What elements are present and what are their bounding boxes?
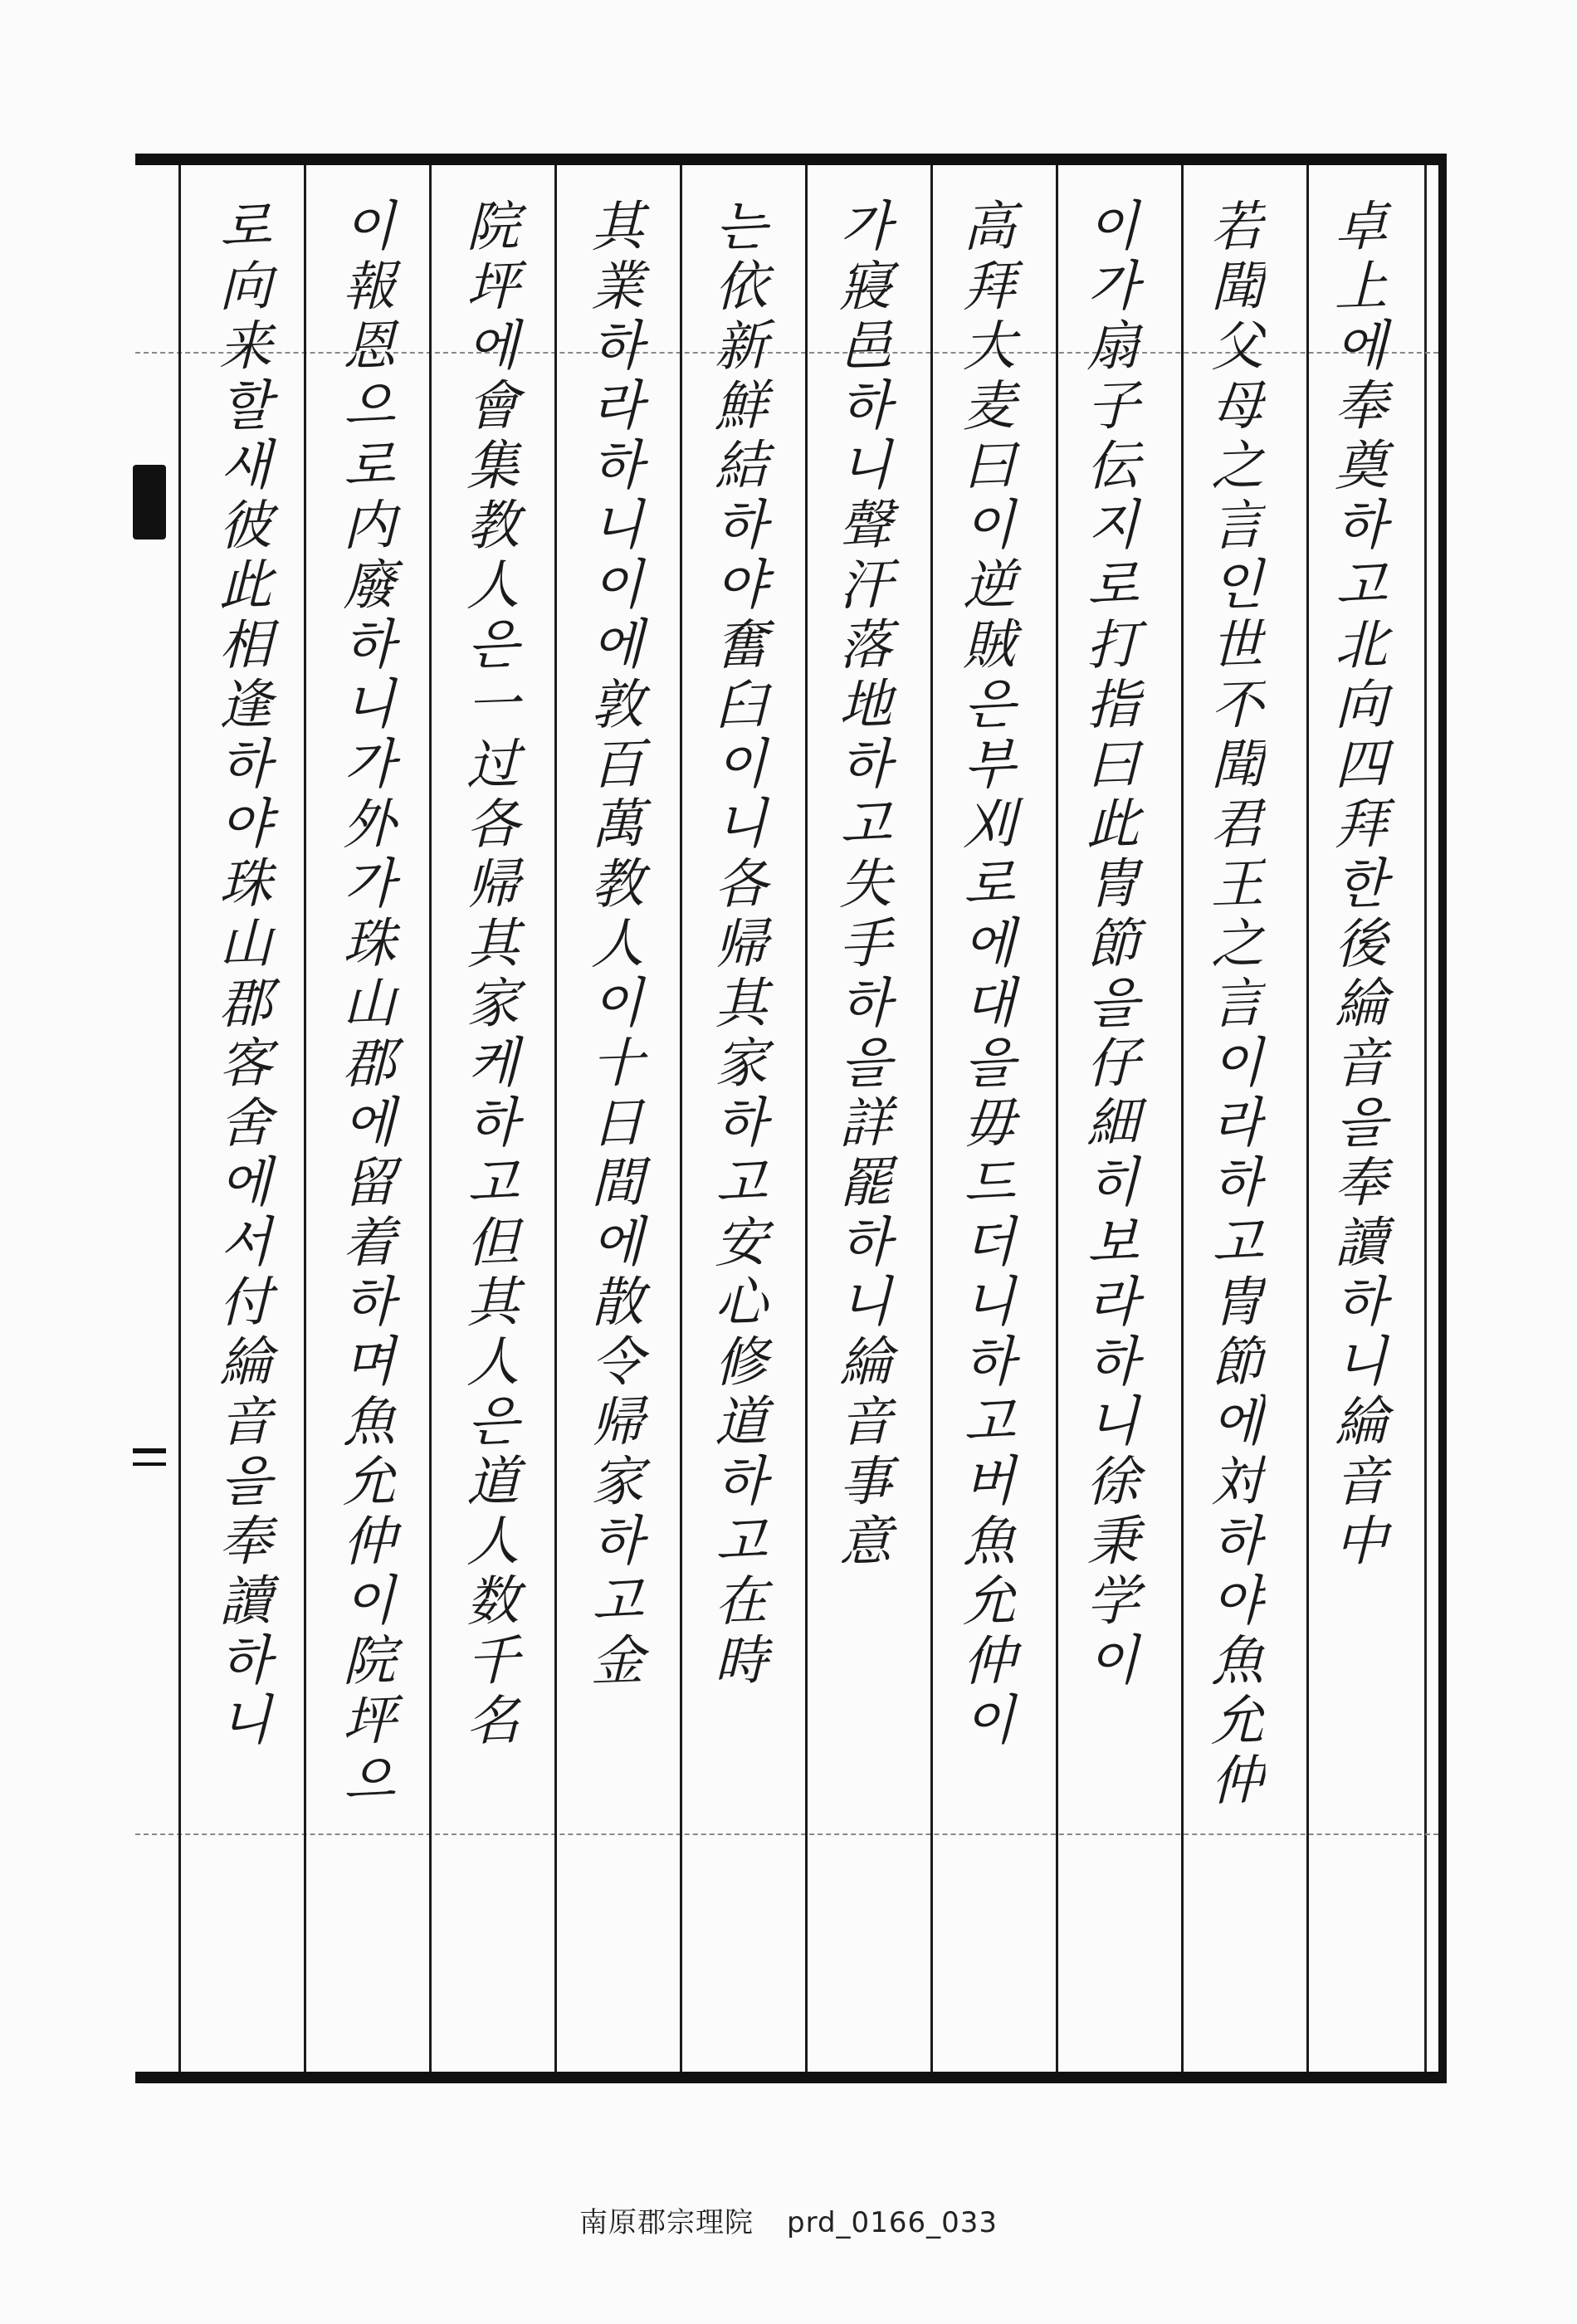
column-text: 로向来할새彼此相逢하야珠山郡客舍에서付綸音을奉讀하니 [209, 197, 271, 1754]
column-text: 이報恩으로内廢하니가外가珠山郡에留着하며魚允仲이院坪으 [334, 197, 396, 1814]
text-column-2 [1170, 165, 1294, 2072]
page-code: prd_0166_033 [787, 2206, 998, 2239]
text-column-7 [550, 165, 674, 2072]
column-text: 高拜大麦曰이逆賊은부刈로에대을毋드더니하고버魚允仲이 [954, 197, 1016, 1754]
text-column-9 [302, 165, 426, 2072]
text-column-4 [922, 165, 1046, 2072]
archive-name: 南原郡宗理院 [579, 2206, 754, 2239]
text-column-5 [798, 165, 922, 2072]
manuscript-frame [135, 154, 1447, 2083]
column-text: 이가扇子伝지로打指曰此冑節을仔細히보라하니徐秉学이 [1077, 197, 1140, 1694]
text-column-8 [427, 165, 550, 2072]
text-columns [178, 165, 1418, 2072]
text-column-6 [675, 165, 798, 2072]
column-text: 若聞父母之言인世不聞君王之言이라하고冑節에対하야魚允仲 [1201, 197, 1263, 1814]
text-column-1 [1295, 165, 1418, 2072]
column-text: 가寢邑하니聲汗落地하고失手하을詳罷하니綸音事意 [829, 197, 891, 1575]
column-text: 院坪에會集教人은一过各帰其家케하고但其人은道人数千名 [457, 197, 520, 1754]
page-footer [0, 2200, 1577, 2240]
column-text: 는依新鮮結하야奮臼이니各帰其家하고安心修道하고在時 [706, 197, 768, 1694]
margin-tick [133, 1462, 166, 1466]
column-text: 其業하라하니이에敦百萬教人이十日間에散令帰家하고金 [581, 197, 643, 1694]
frame-inner-border [1424, 165, 1427, 2072]
margin-tick [133, 1448, 166, 1453]
text-column-10 [178, 165, 302, 2072]
column-text: 卓上에奉奠하고北向四拜한後綸音을奉讀하니綸音中 [1326, 197, 1388, 1575]
text-column-3 [1047, 165, 1170, 2072]
binding-mark [133, 465, 166, 540]
